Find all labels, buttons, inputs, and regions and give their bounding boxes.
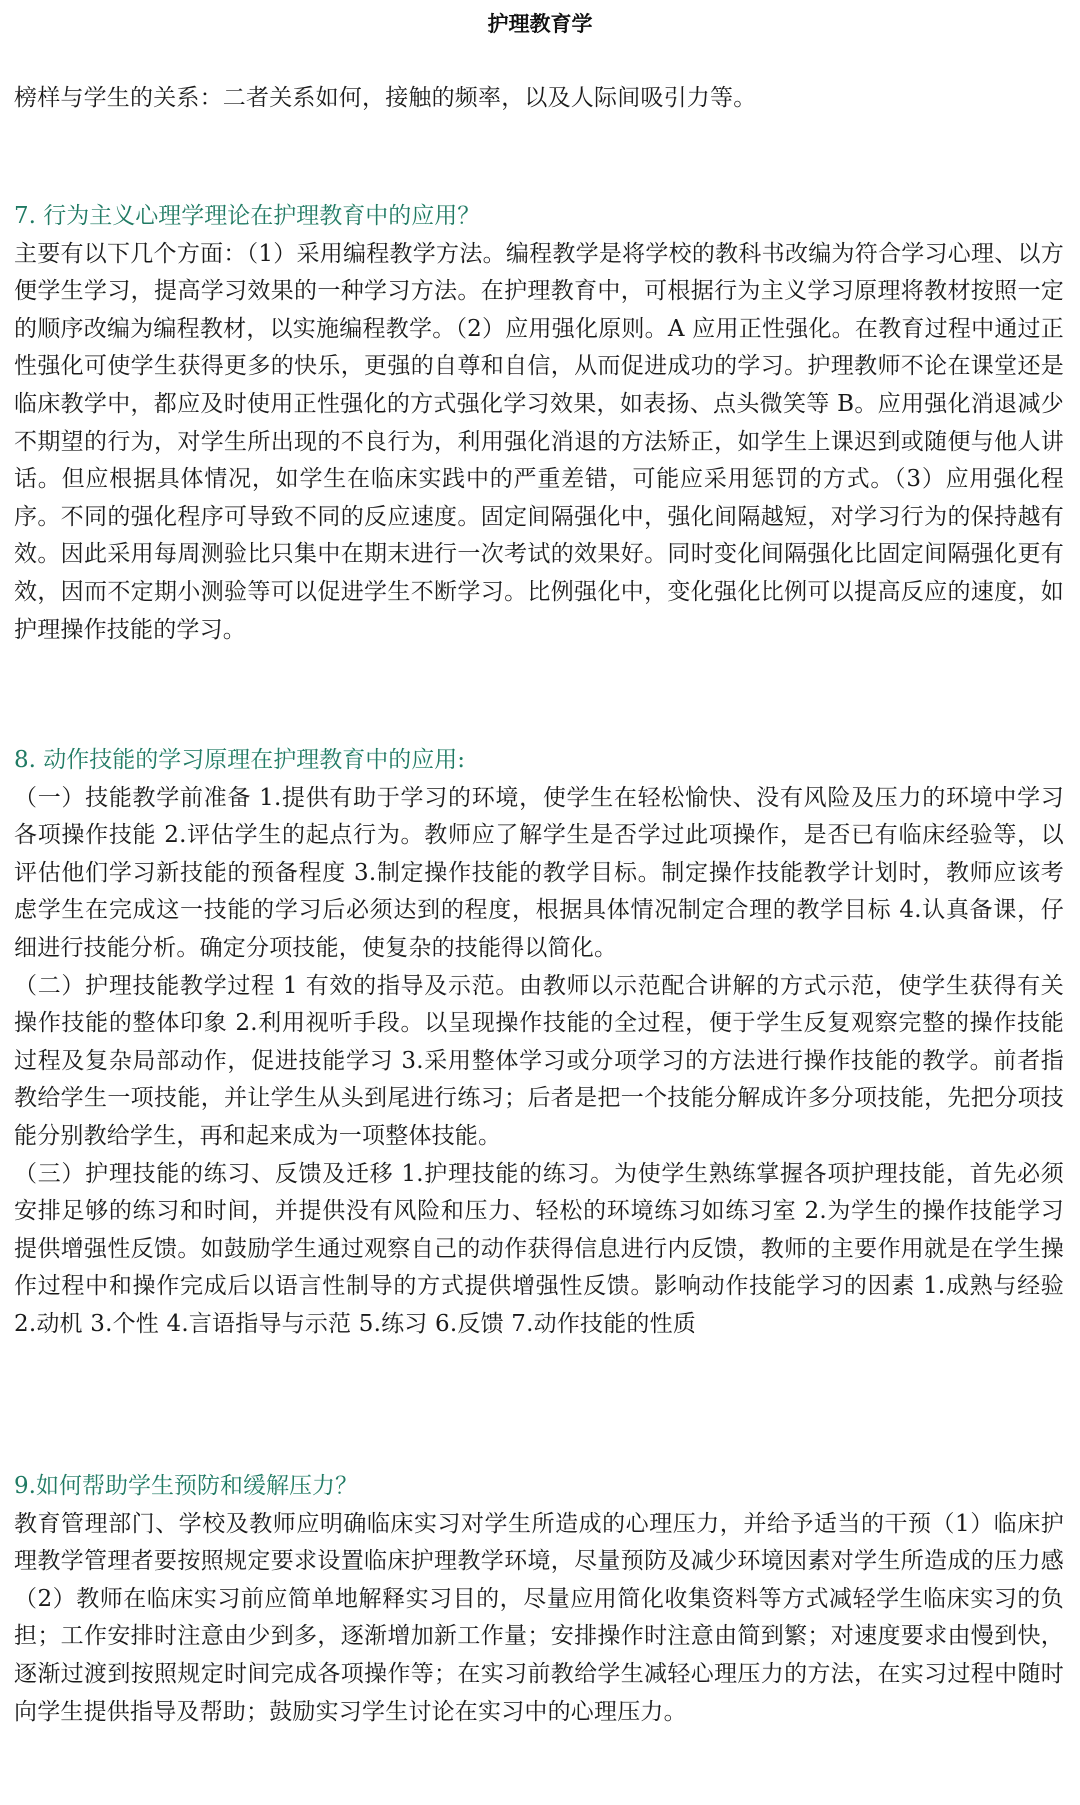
question-7-section (14, 198, 1064, 649)
question-8-section (14, 742, 1064, 1344)
question-7-answer: 主要有以下几个方面：（1）采用编程教学方法。编程教学是将学校的教科书改编为符合学习心理、以方便学生学习，提高学习效果的一种学习方法。在护理教育中，可根据行为主义学习原理将教材按照一定的顺序改编为编程教材，以实施编程教学。（2）应用强化原则。A 应用正性强化。在教育过程中通过正性强化可使学生获得更多的快乐，更强的自尊和自信，从而促进成功的学习。护理教师不论在课堂还是临床教学中，都应及时使用正性强化的方式强化学习效果，如表扬、点头微笑等 B。应用强化消退减少不期望的行为，对学生所出现的不良行为，利用强化消退的方法矫正，如学生上课迟到或随便与他人讲话。但应根据具体情况，如学生在临床实践中的严重差错，可能应采用惩罚的方式。（3）应用强化程序。不同的强化程序可导致不同的反应速度。固定间隔强化中，强化间隔越短，对学习行为的保持越有效。因此采用每周测验比只集中在期末进行一次考试的效果好。同时变化间隔强化比固定间隔强化更有效，因而不定期小测验等可以促进学生不断学习。比例强化中，变化强化比例可以提高反应的速度，如护理操作技能的学习。 (14, 240, 1064, 643)
question-8-heading: 8. 动作技能的学习原理在护理教育中的应用: (14, 747, 466, 773)
question-8-part-1: （一）技能教学前准备 1.提供有助于学习的环境，使学生在轻松愉快、没有风险及压力的环境中学习各项操作技能 2.评估学生的起点行为。教师应了解学生是否学过此项操作，是否已有临床经验等，以评估他们学习新技能的预备程度 3.制定操作技能的教学目标。制定操作技能教学计划时，教师应该考虑学生在完成这一技能的学习后必须达到的程度，根据具体情况制定合理的教学目标 4.认真备课，仔细进行技能分析。确定分项技能，使复杂的技能得以简化。 (14, 784, 1064, 961)
question-9-answer: 教育管理部门、学校及教师应明确临床实习对学生所造成的心理压力，并给予适当的干预（1）临床护理教学管理者要按照规定要求设置临床护理教学环境，尽量预防及减少环境因素对学生所造成的压力感（2）教师在临床实习前应简单地解释实习目的，尽量应用简化收集资料等方式减轻学生临床实习的负担；工作安排时注意由少到多，逐渐增加新工作量；安排操作时注意由简到繁；对速度要求由慢到快，逐渐过渡到按照规定时间完成各项操作等；在实习前教给学生减轻心理压力的方法，在实习过程中随时向学生提供指导及帮助；鼓励实习学生讨论在实习中的心理压力。 (14, 1510, 1064, 1725)
question-8-part-3: （三）护理技能的练习、反馈及迁移 1.护理技能的练习。为使学生熟练掌握各项护理技能，首先必须安排足够的练习和时间，并提供没有风险和压力、轻松的环境练习如练习室 2.为学生的操作技能学习提供增强性反馈。如鼓励学生通过观察自己的动作获得信息进行内反馈，教师的主要作用就是在学生操作过程中和操作完成后以语言性制导的方式提供增强性反馈。影响动作技能学习的因素 1.成熟与经验 2.动机 3.个性 4.言语指导与示范 5.练习 6.反馈 7.动作技能的性质 (14, 1160, 1064, 1337)
question-9-heading: 9.如何帮助学生预防和缓解压力？ (14, 1473, 358, 1499)
question-8-part-2: （二）护理技能教学过程 1 有效的指导及示范。由教师以示范配合讲解的方式示范，使学生获得有关操作技能的整体印象 2.利用视听手段。以呈现操作技能的全过程，便于学生反复观察完整的操作技能过程及复杂局部动作，促进技能学习 3.采用整体学习或分项学习的方法进行操作技能的教学。前者指教给学生一项技能，并让学生从头到尾进行练习；后者是把一个技能分解成许多分项技能，先把分项技能分别教给学生，再和起来成为一项整体技能。 (14, 972, 1064, 1149)
intro-paragraph: 榜样与学生的关系：二者关系如何，接触的频率，以及人际间吸引力等。 (14, 85, 757, 111)
question-7-heading: 7. 行为主义心理学理论在护理教育中的应用？ (14, 203, 481, 229)
question-9-section (14, 1468, 1064, 1731)
page-title: 护理教育学 (487, 12, 593, 36)
